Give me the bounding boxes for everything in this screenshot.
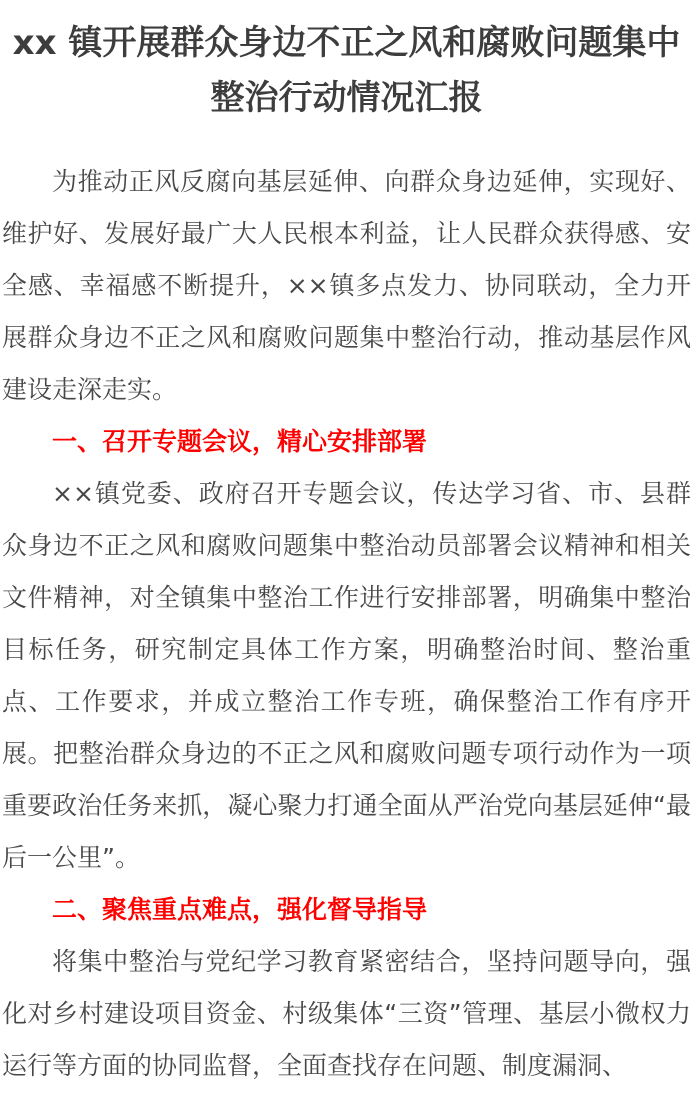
section-heading-1: 一、召开专题会议，精心安排部署 bbox=[52, 427, 428, 456]
paragraph-intro: 为推动正风反腐向基层延伸、向群众身边延伸，实现好、维护好、发展好最广大人民根本利益，让人民群众获得感、安全感、幸福感不断提升，××镇多点发力、协同联动，全力开展群众身边不正之风和腐败问题集中整治行动，推动基层作风建设走深走实。 bbox=[2, 167, 691, 404]
section-heading-2: 二、聚焦重点难点，强化督导指导 bbox=[52, 895, 428, 924]
document-title: xx 镇开展群众身边不正之风和腐败问题集中整治行动情况汇报 bbox=[12, 23, 681, 118]
paragraph-section-1: ××镇党委、政府召开专题会议，传达学习省、市、县群众身边不正之风和腐败问题集中整治动员部署会议精神和相关文件精神，对全镇集中整治工作进行安排部署，明确集中整治目标任务，研究制定具体工作方案，明确整治时间、整治重点、工作要求，并成立整治工作专班，确保整治工作有序开展。把整治群众身边的不正之风和腐败问题专项行动作为一项重要政治任务来抓，凝心聚力打通全面从严治党向基层延伸“最后一公里”。 bbox=[2, 479, 691, 872]
paragraph-section-2: 将集中整治与党纪学习教育紧密结合，坚持问题导向，强化对乡村建设项目资金、村级集体“三资”管理、基层小微权力运行等方面的协同监督，全面查找存在问题、制度漏洞、 bbox=[2, 947, 691, 1080]
